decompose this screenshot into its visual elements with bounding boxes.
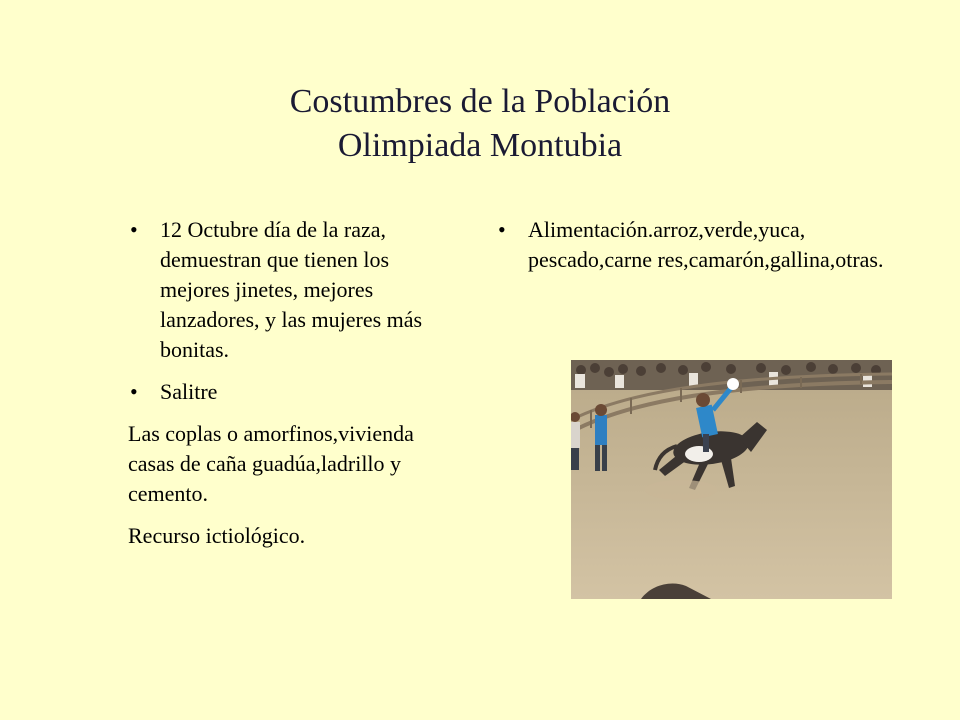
rodeo-photo <box>571 360 892 599</box>
left-column <box>128 215 458 563</box>
right-column <box>496 215 896 287</box>
title-line-2: Olimpiada Montubia <box>337 127 623 164</box>
bullet-item: • Alimentación.arroz,verde,yuca, pescado,carne res,camarón,gallina,otras. <box>496 215 896 275</box>
bullet-item: • Salitre <box>128 377 458 407</box>
title-line-1: Costumbres de la Población <box>289 83 671 120</box>
rodeo-horse-rider-photo-icon <box>571 360 892 599</box>
bullet-item: • 12 Octubre día de la raza, demuestran que tienen los mejores jinetes, mejores lanzadores, y las mujeres más bonitas. <box>128 215 458 365</box>
slide-title <box>80 80 880 168</box>
paragraph: Recurso ictiológico. <box>128 523 306 548</box>
paragraph: Las coplas o amorfinos,vivienda casas de caña guadúa,ladrillo y cemento. <box>128 421 414 506</box>
